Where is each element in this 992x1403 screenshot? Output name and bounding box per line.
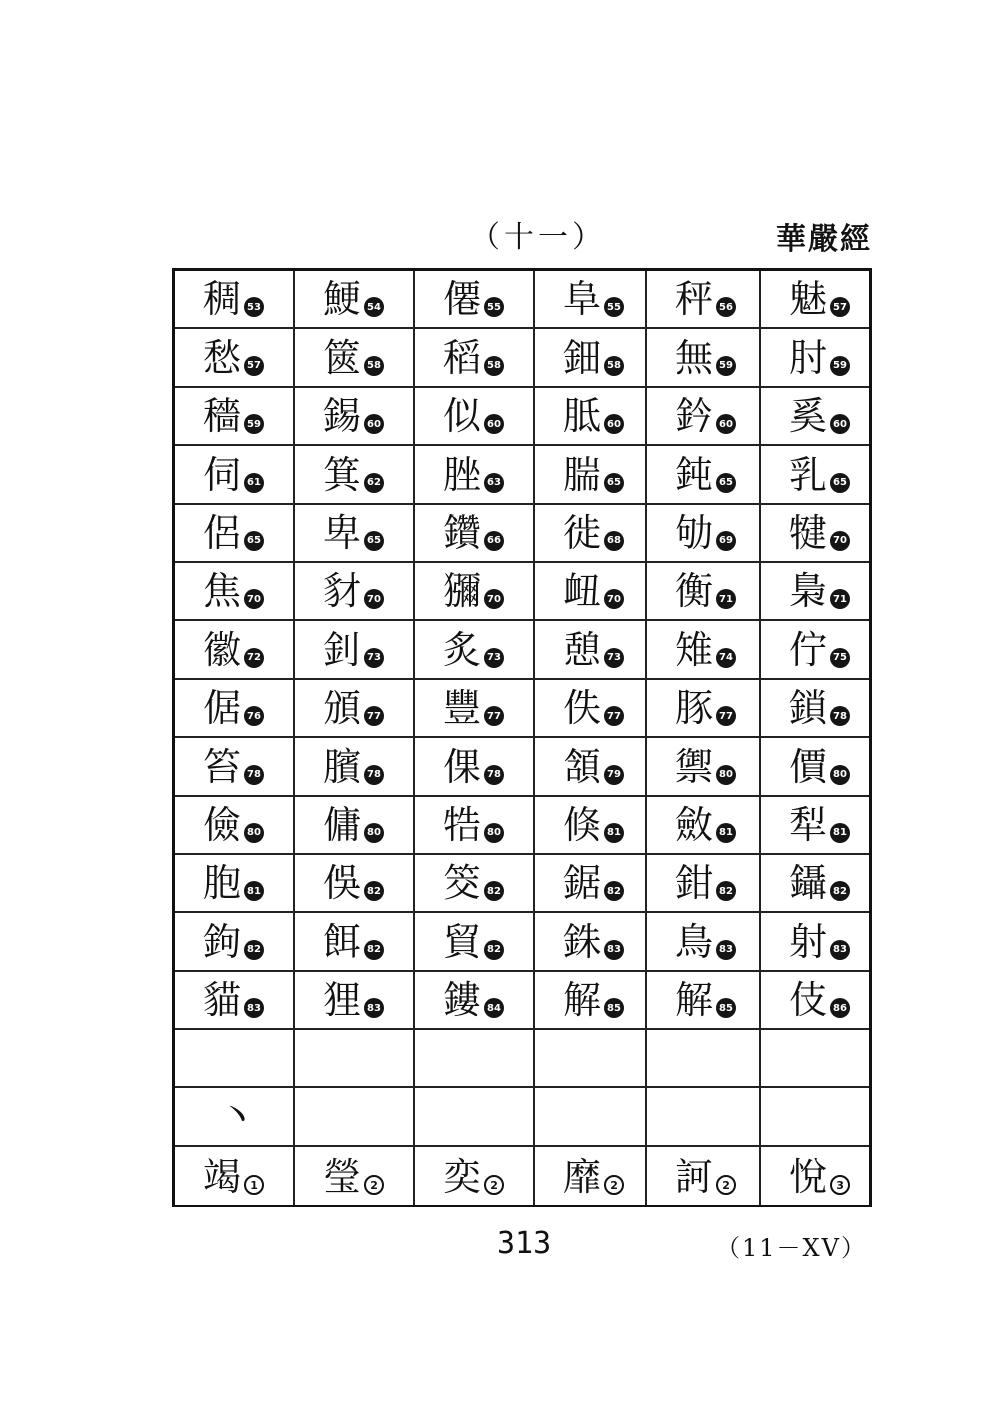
character-glyph: 銖 [563,919,602,964]
table-cell [415,913,535,969]
reference-number-badge: 58 [604,356,624,376]
character-glyph: 愁 [203,335,242,380]
reference-number-badge: 60 [364,414,384,434]
table-cell [415,1088,535,1144]
table-cell [761,738,869,794]
reference-number-badge: 82 [244,940,264,960]
reference-number-badge: 68 [604,531,624,551]
reference-number-badge: 82 [716,881,736,901]
character-glyph: 悅 [789,1155,828,1200]
table-cell [415,1147,535,1205]
character-glyph: 佚 [563,686,602,731]
reference-number-badge: 82 [364,940,384,960]
table-cell [295,271,415,327]
character-glyph: 伎 [789,978,828,1023]
table-cell [415,563,535,619]
table-cell [535,1088,647,1144]
table-cell [647,271,761,327]
reference-number-badge: 76 [244,706,264,726]
table-cell [415,621,535,677]
table-cell [175,855,295,911]
table-cell [761,1147,869,1205]
page-number: 313 [497,1226,552,1261]
table-cell [761,388,869,444]
table-cell [415,855,535,911]
table-cell [415,271,535,327]
table-cell [175,913,295,969]
character-glyph: 鯁 [323,277,362,322]
stroke-header: 丶 [217,1093,257,1140]
table-cell [761,797,869,853]
character-glyph: 憩 [563,627,602,672]
character-glyph: 箕 [323,452,362,497]
table-row [175,1088,869,1146]
reference-number-badge: 80 [830,765,850,785]
table-cell [295,797,415,853]
character-glyph: 訶 [675,1155,714,1200]
character-glyph: 鎖 [789,686,828,731]
character-glyph: 胞 [203,861,242,906]
reference-number-badge: 78 [484,765,504,785]
character-glyph: 衄 [563,569,602,614]
table-cell [647,972,761,1028]
page-code: （11－XV） [716,1234,867,1262]
character-glyph: 釗 [323,627,362,672]
table-row [175,388,869,446]
table-row [175,1147,869,1205]
reference-number-badge: 81 [604,823,624,843]
table-cell [175,1088,295,1144]
character-glyph: 射 [789,919,828,964]
reference-number-badge: 83 [244,998,264,1018]
reference-number-badge: 77 [484,706,504,726]
character-glyph: 卑 [323,510,362,555]
table-cell [295,855,415,911]
reference-number-badge: 65 [716,473,736,493]
table-cell [295,680,415,736]
reference-number-badge: 80 [364,823,384,843]
reference-number-badge: 81 [830,823,850,843]
table-cell [415,738,535,794]
reference-number-badge: 57 [830,297,850,317]
reference-number-badge: 58 [484,356,504,376]
table-cell [295,621,415,677]
reference-number-badge: 72 [244,648,264,668]
reference-number-badge: 59 [716,356,736,376]
reference-number-badge: 60 [484,414,504,434]
character-glyph: 頒 [323,686,362,731]
character-glyph: 阜 [563,277,602,322]
table-cell [415,680,535,736]
table-cell [647,1147,761,1205]
character-glyph: 篋 [323,335,362,380]
character-glyph: 侶 [203,510,242,555]
character-glyph: 奚 [789,394,828,439]
table-cell [295,329,415,385]
reference-number-badge: 71 [830,589,850,609]
table-cell [647,680,761,736]
table-cell [647,505,761,561]
reference-number-badge: 55 [484,297,504,317]
table-cell [647,388,761,444]
character-glyph: 牿 [443,802,482,847]
character-glyph: 秤 [675,277,714,322]
reference-number-badge: 56 [716,297,736,317]
reference-number-badge: 82 [604,881,624,901]
character-glyph: 鏤 [443,978,482,1023]
character-glyph: 禦 [675,744,714,789]
character-glyph: 狸 [323,978,362,1023]
reference-number-badge: 74 [716,648,736,668]
character-glyph: 雉 [675,627,714,672]
character-glyph: 脞 [443,452,482,497]
reference-number-badge: 83 [604,940,624,960]
reference-number-badge: 61 [244,473,264,493]
table-cell [535,680,647,736]
character-glyph: 倏 [563,802,602,847]
character-glyph: 鋸 [563,861,602,906]
character-glyph: 焦 [203,569,242,614]
reference-number-badge: 77 [364,706,384,726]
table-row [175,855,869,913]
table-cell [647,1030,761,1086]
table-cell [295,446,415,502]
character-glyph: 價 [789,744,828,789]
reference-number-badge: 78 [364,765,384,785]
character-glyph: 鑷 [789,861,828,906]
table-cell [295,1030,415,1086]
reference-number-badge: 60 [716,414,736,434]
character-glyph: 徽 [203,627,242,672]
reference-number-badge: 66 [484,531,504,551]
reference-number-badge: 57 [244,356,264,376]
reference-number-badge: 73 [484,648,504,668]
table-cell [535,621,647,677]
reference-number-badge: 86 [830,998,850,1018]
reference-number-badge: 55 [604,297,624,317]
reference-number-badge: 53 [244,297,264,317]
table-row [175,1030,869,1088]
reference-number-badge: 65 [364,531,384,551]
reference-number-badge: 84 [484,998,504,1018]
reference-number-badge: 63 [484,473,504,493]
table-row [175,446,869,504]
table-cell [415,329,535,385]
table-cell [415,388,535,444]
reference-number-badge: 73 [604,648,624,668]
table-cell [295,913,415,969]
reference-number-badge: 82 [364,881,384,901]
table-cell [295,1088,415,1144]
table-row [175,505,869,563]
table-cell [647,797,761,853]
reference-number-badge: 65 [830,473,850,493]
table-cell [761,446,869,502]
reference-number-badge: 79 [604,765,624,785]
character-glyph: 竭 [203,1155,242,1200]
table-cell [761,621,869,677]
reference-number-badge: 77 [716,706,736,726]
table-cell [761,972,869,1028]
character-glyph: 僊 [443,277,482,322]
table-cell [761,855,869,911]
character-glyph: 貓 [203,978,242,1023]
character-glyph: 豐 [443,686,482,731]
character-glyph: 犍 [789,510,828,555]
character-glyph: 餌 [323,919,362,964]
character-glyph: 衡 [675,569,714,614]
table-cell [415,797,535,853]
table-cell [535,446,647,502]
character-glyph: 筊 [443,861,482,906]
character-glyph: 豚 [675,686,714,731]
reference-number-badge: 58 [364,356,384,376]
table-cell [647,738,761,794]
table-cell [415,505,535,561]
table-cell [647,329,761,385]
reference-number-badge: 80 [716,765,736,785]
reference-number-badge: 60 [830,414,850,434]
reference-number-badge: 54 [364,297,384,317]
reference-number-badge: 83 [716,940,736,960]
character-glyph: 鉤 [203,919,242,964]
character-glyph: 臏 [323,744,362,789]
table-cell [647,621,761,677]
character-glyph: 胝 [563,394,602,439]
character-glyph: 瑩 [323,1155,362,1200]
table-cell [415,1030,535,1086]
table-cell [175,797,295,853]
table-cell [535,1030,647,1086]
table-cell [535,972,647,1028]
table-cell [535,913,647,969]
character-glyph: 伺 [203,452,242,497]
table-cell [535,855,647,911]
table-row [175,913,869,971]
reference-number-badge: 81 [244,881,264,901]
table-row [175,563,869,621]
table-cell [535,329,647,385]
table-cell [535,505,647,561]
character-glyph: 徙 [563,510,602,555]
reference-number-badge: 83 [830,940,850,960]
table-row [175,680,869,738]
character-glyph: 鈐 [675,394,714,439]
reference-number-badge: 71 [716,589,736,609]
reference-number-badge: 85 [604,998,624,1018]
table-cell [295,388,415,444]
character-glyph: 解 [675,978,714,1023]
character-glyph: 笞 [203,744,242,789]
table-cell [761,1088,869,1144]
reference-number-badge: 1 [244,1175,264,1195]
character-glyph: 鈿 [563,335,602,380]
reference-number-badge: 82 [484,940,504,960]
reference-number-badge: 70 [244,589,264,609]
table-cell [535,797,647,853]
character-glyph: 穡 [203,394,242,439]
table-cell [175,1030,295,1086]
character-glyph: 劬 [675,510,714,555]
table-cell [175,680,295,736]
table-cell [761,680,869,736]
reference-number-badge: 82 [484,881,504,901]
table-cell [415,972,535,1028]
reference-number-badge: 80 [244,823,264,843]
character-glyph: 佇 [789,627,828,672]
reference-number-badge: 70 [484,589,504,609]
table-cell [761,563,869,619]
section-label: （十一） [470,220,606,255]
table-cell [647,563,761,619]
table-cell [295,1147,415,1205]
character-glyph: 解 [563,978,602,1023]
reference-number-badge: 62 [364,473,384,493]
character-glyph: 鑽 [443,510,482,555]
table-row [175,271,869,329]
reference-number-badge: 73 [364,648,384,668]
reference-number-badge: 78 [830,706,850,726]
table-cell [295,738,415,794]
table-cell [535,738,647,794]
table-cell [175,271,295,327]
reference-number-badge: 82 [830,881,850,901]
character-glyph: 鳥 [675,919,714,964]
table-cell [647,855,761,911]
reference-number-badge: 2 [604,1175,624,1195]
reference-number-badge: 81 [716,823,736,843]
reference-number-badge: 80 [484,823,504,843]
table-row [175,329,869,387]
character-glyph: 炙 [443,627,482,672]
table-cell [647,1088,761,1144]
character-glyph: 肘 [789,335,828,380]
reference-number-badge: 77 [604,706,624,726]
reference-number-badge: 70 [364,589,384,609]
table-row [175,972,869,1030]
table-cell [175,621,295,677]
reference-number-badge: 70 [830,531,850,551]
character-glyph: 傭 [323,802,362,847]
table-cell [761,505,869,561]
table-cell [761,913,869,969]
reference-number-badge: 60 [604,414,624,434]
table-cell [175,738,295,794]
character-glyph: 魅 [789,277,828,322]
table-row [175,621,869,679]
table-cell [175,563,295,619]
table-cell [761,329,869,385]
reference-number-badge: 3 [830,1175,850,1195]
character-glyph: 錫 [323,394,362,439]
character-glyph: 稠 [203,277,242,322]
table-cell [415,446,535,502]
book-title: 華嚴經 [776,222,872,257]
character-glyph: 俁 [323,861,362,906]
table-cell [175,446,295,502]
reference-number-badge: 59 [244,414,264,434]
table-cell [295,563,415,619]
table-cell [761,1030,869,1086]
reference-number-badge: 85 [716,998,736,1018]
character-glyph: 頷 [563,744,602,789]
table-cell [535,271,647,327]
character-glyph: 似 [443,394,482,439]
character-glyph: 稻 [443,335,482,380]
reference-number-badge: 65 [244,531,264,551]
table-cell [647,446,761,502]
table-cell [761,271,869,327]
character-glyph: 鉗 [675,861,714,906]
character-glyph: 梟 [789,569,828,614]
character-glyph: 靡 [563,1155,602,1200]
character-glyph: 奕 [443,1155,482,1200]
reference-number-badge: 2 [364,1175,384,1195]
table-cell [535,1147,647,1205]
reference-number-badge: 78 [244,765,264,785]
reference-number-badge: 70 [604,589,624,609]
character-glyph: 乳 [789,452,828,497]
table-cell [295,505,415,561]
table-row [175,738,869,796]
table-cell [535,563,647,619]
character-glyph: 斂 [675,802,714,847]
table-cell [535,388,647,444]
character-glyph: 貿 [443,919,482,964]
character-glyph: 獼 [443,569,482,614]
table-cell [647,913,761,969]
reference-number-badge: 83 [364,998,384,1018]
character-glyph: 犁 [789,802,828,847]
reference-number-badge: 69 [716,531,736,551]
character-glyph: 腨 [563,452,602,497]
table-cell [295,972,415,1028]
table-cell [175,972,295,1028]
reference-number-badge: 75 [830,648,850,668]
character-glyph: 倮 [443,744,482,789]
table-cell [175,329,295,385]
character-glyph: 鈍 [675,452,714,497]
reference-number-badge: 2 [716,1175,736,1195]
table-cell [175,388,295,444]
reference-number-badge: 59 [830,356,850,376]
reference-number-badge: 65 [604,473,624,493]
table-row [175,797,869,855]
table-cell [175,1147,295,1205]
character-table [172,268,872,1207]
character-glyph: 豺 [323,569,362,614]
character-glyph: 無 [675,335,714,380]
character-glyph: 儉 [203,802,242,847]
table-cell [175,505,295,561]
character-glyph: 倨 [203,686,242,731]
reference-number-badge: 2 [484,1175,504,1195]
